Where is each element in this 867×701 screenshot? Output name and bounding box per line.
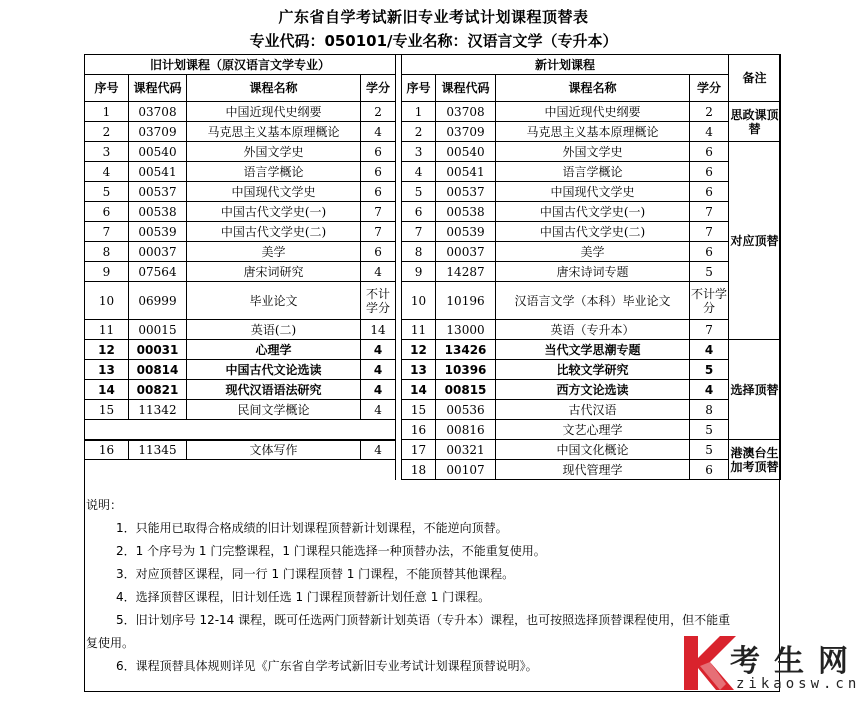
new-code-cell: 03709 (436, 122, 496, 142)
old-seq-cell: 14 (85, 380, 129, 400)
old-code-cell: 03709 (129, 122, 187, 142)
new-name-cell: 比较文学研究 (496, 360, 690, 380)
watermark-url: zikaosw.cn (736, 676, 861, 692)
old-credit-cell: 4 (361, 340, 396, 360)
new-code-cell: 00037 (436, 242, 496, 262)
old-name-cell: 毕业论文 (187, 282, 361, 320)
old-code-cell: 11345 (129, 440, 187, 460)
new-seq-cell: 11 (402, 320, 436, 340)
new-plan-header: 新计划课程 (402, 55, 729, 75)
old-seq-cell: 16 (85, 440, 129, 460)
old-code-header: 课程代码 (129, 75, 187, 102)
new-code-cell: 13426 (436, 340, 496, 360)
new-name-cell: 古代汉语 (496, 400, 690, 420)
old-code-cell: 00539 (129, 222, 187, 242)
old-credit-cell: 6 (361, 142, 396, 162)
new-code-cell: 00536 (436, 400, 496, 420)
old-seq-cell: 6 (85, 202, 129, 222)
old-name-header: 课程名称 (187, 75, 361, 102)
new-credit-cell: 6 (690, 242, 729, 262)
remark-hkmo: 港澳台生加考顶替 (729, 440, 781, 480)
new-name-cell: 中国文化概论 (496, 440, 690, 460)
new-code-cell: 13000 (436, 320, 496, 340)
old-code-cell: 00538 (129, 202, 187, 222)
old-code-cell: 00015 (129, 320, 187, 340)
old-credit-cell: 4 (361, 400, 396, 420)
new-name-cell: 现代管理学 (496, 460, 690, 480)
new-seq-cell: 10 (402, 282, 436, 320)
old-code-cell: 00037 (129, 242, 187, 262)
new-seq-header: 序号 (402, 75, 436, 102)
page-title: 广东省自学考试新旧专业考试计划课程顶替表 (278, 8, 589, 26)
new-name-cell: 汉语言文学（本科）毕业论文 (496, 282, 690, 320)
new-code-cell: 00537 (436, 182, 496, 202)
old-seq-header: 序号 (85, 75, 129, 102)
note-item: 2．1 个序号为 1 门完整课程，1 门课程只能选择一种顶替办法，不能重复使用。 (116, 544, 546, 558)
new-credit-cell: 7 (690, 222, 729, 242)
remark-elective: 选择顶替 (729, 340, 781, 440)
remark-corresponding: 对应顶替 (729, 142, 781, 340)
new-credit-cell: 8 (690, 400, 729, 420)
old-code-cell: 00540 (129, 142, 187, 162)
old-name-cell: 文体写作 (187, 440, 361, 460)
new-name-cell: 文艺心理学 (496, 420, 690, 440)
watermark-brand: 考生网 (730, 644, 862, 679)
old-seq-cell: 10 (85, 282, 129, 320)
new-seq-cell: 18 (402, 460, 436, 480)
new-code-cell: 10196 (436, 282, 496, 320)
note-item: 1．只能用已取得合格成绩的旧计划课程顶替新计划课程，不能逆向顶替。 (116, 521, 508, 535)
new-credit-cell: 7 (690, 202, 729, 222)
new-credit-header: 学分 (690, 75, 729, 102)
old-code-cell: 07564 (129, 262, 187, 282)
new-code-cell: 00538 (436, 202, 496, 222)
new-name-header: 课程名称 (496, 75, 690, 102)
old-seq-cell: 15 (85, 400, 129, 420)
old-plan-header: 旧计划课程（原汉语言文学专业） (85, 55, 396, 75)
old-name-cell: 中国古代文学史(一) (187, 202, 361, 222)
new-seq-cell: 1 (402, 102, 436, 122)
old-code-cell: 11342 (129, 400, 187, 420)
new-seq-cell: 15 (402, 400, 436, 420)
old-code-cell: 00821 (129, 380, 187, 400)
old-name-cell: 唐宋词研究 (187, 262, 361, 282)
new-seq-cell: 13 (402, 360, 436, 380)
old-credit-cell: 7 (361, 202, 396, 222)
old-seq-cell: 8 (85, 242, 129, 262)
new-credit-cell: 6 (690, 460, 729, 480)
notes-heading: 说明： (86, 498, 123, 512)
new-seq-cell: 5 (402, 182, 436, 202)
old-code-cell: 00814 (129, 360, 187, 380)
new-credit-cell: 2 (690, 102, 729, 122)
new-credit-cell: 4 (690, 340, 729, 360)
new-code-cell: 00539 (436, 222, 496, 242)
new-credit-cell: 5 (690, 420, 729, 440)
new-code-cell: 00816 (436, 420, 496, 440)
note-item: 3．对应顶替区课程，同一行 1 门课程顶替 1 门课程，不能顶替其他课程。 (116, 567, 515, 581)
old-credit-cell: 4 (361, 440, 396, 460)
old-seq-cell: 5 (85, 182, 129, 202)
old-credit-cell: 6 (361, 162, 396, 182)
old-seq-cell: 4 (85, 162, 129, 182)
new-seq-cell: 9 (402, 262, 436, 282)
old-credit-cell: 4 (361, 380, 396, 400)
new-name-cell: 中国近现代史纲要 (496, 102, 690, 122)
new-code-header: 课程代码 (436, 75, 496, 102)
new-code-cell: 00321 (436, 440, 496, 460)
note-item: 5．旧计划序号 12-14 课程，既可任选两门顶替新计划英语（专升本）课程，也可按照选择顶替课程使用，但不能重 (116, 613, 731, 627)
new-code-cell: 00540 (436, 142, 496, 162)
new-seq-cell: 4 (402, 162, 436, 182)
old-seq-cell: 7 (85, 222, 129, 242)
old-credit-cell: 4 (361, 262, 396, 282)
new-seq-cell: 2 (402, 122, 436, 142)
new-name-cell: 中国古代文学史(二) (496, 222, 690, 242)
new-credit-cell: 4 (690, 380, 729, 400)
old-name-cell: 语言学概论 (187, 162, 361, 182)
new-name-cell: 美学 (496, 242, 690, 262)
new-seq-cell: 8 (402, 242, 436, 262)
new-seq-cell: 6 (402, 202, 436, 222)
new-seq-cell: 16 (402, 420, 436, 440)
old-name-cell: 美学 (187, 242, 361, 262)
new-seq-cell: 14 (402, 380, 436, 400)
old-credit-header: 学分 (361, 75, 396, 102)
new-name-cell: 外国文学史 (496, 142, 690, 162)
remark-header: 备注 (729, 55, 781, 102)
old-code-cell: 00541 (129, 162, 187, 182)
note-item: 6．课程顶替具体规则详见《广东省自学考试新旧专业考试计划课程顶替说明》。 (116, 659, 538, 673)
note-item: 4．选择顶替区课程，旧计划任选 1 门课程顶替新计划任意 1 门课程。 (116, 590, 491, 604)
new-code-cell: 03708 (436, 102, 496, 122)
old-code-cell: 00537 (129, 182, 187, 202)
new-credit-cell: 5 (690, 360, 729, 380)
new-credit-cell: 5 (690, 440, 729, 460)
old-name-cell: 外国文学史 (187, 142, 361, 162)
new-name-cell: 中国现代文学史 (496, 182, 690, 202)
new-code-cell: 00107 (436, 460, 496, 480)
old-name-cell: 英语(二) (187, 320, 361, 340)
old-credit-cell: 4 (361, 360, 396, 380)
new-code-cell: 00815 (436, 380, 496, 400)
old-name-cell: 中国古代文学史(二) (187, 222, 361, 242)
old-name-cell: 中国现代文学史 (187, 182, 361, 202)
new-credit-cell: 6 (690, 142, 729, 162)
old-credit-cell: 2 (361, 102, 396, 122)
old-seq-cell: 12 (85, 340, 129, 360)
old-name-cell: 马克思主义基本原理概论 (187, 122, 361, 142)
old-name-cell: 心理学 (187, 340, 361, 360)
old-seq-cell: 1 (85, 102, 129, 122)
new-name-cell: 马克思主义基本原理概论 (496, 122, 690, 142)
new-name-cell: 中国古代文学史(一) (496, 202, 690, 222)
new-seq-cell: 3 (402, 142, 436, 162)
old-credit-cell: 4 (361, 122, 396, 142)
old-name-cell: 现代汉语语法研究 (187, 380, 361, 400)
old-credit-cell: 6 (361, 242, 396, 262)
old-name-cell: 中国古代文论选读 (187, 360, 361, 380)
old-credit-cell: 7 (361, 222, 396, 242)
old-seq-cell: 3 (85, 142, 129, 162)
note-item-continued: 复使用。 (86, 636, 135, 650)
old-seq-cell: 11 (85, 320, 129, 340)
new-credit-cell: 7 (690, 320, 729, 340)
new-name-cell: 语言学概论 (496, 162, 690, 182)
old-credit-cell: 14 (361, 320, 396, 340)
new-seq-cell: 12 (402, 340, 436, 360)
new-credit-cell: 不计学分 (690, 282, 729, 320)
page-subtitle: 专业代码：050101/专业名称：汉语言文学（专升本） (249, 32, 618, 50)
old-code-cell: 03708 (129, 102, 187, 122)
old-seq-cell: 9 (85, 262, 129, 282)
new-credit-cell: 6 (690, 182, 729, 202)
old-name-cell: 民间文学概论 (187, 400, 361, 420)
table-frame (84, 54, 780, 692)
new-code-cell: 10396 (436, 360, 496, 380)
new-name-cell: 唐宋诗词专题 (496, 262, 690, 282)
new-seq-cell: 7 (402, 222, 436, 242)
old-credit-cell: 6 (361, 182, 396, 202)
remark-politics: 思政课顶替 (729, 102, 781, 142)
new-name-cell: 西方文论选读 (496, 380, 690, 400)
old-seq-cell: 2 (85, 122, 129, 142)
new-code-cell: 00541 (436, 162, 496, 182)
old-code-cell: 06999 (129, 282, 187, 320)
new-credit-cell: 5 (690, 262, 729, 282)
old-credit-cell: 不计学分 (361, 282, 396, 320)
old-name-cell: 中国近现代史纲要 (187, 102, 361, 122)
new-name-cell: 英语（专升本） (496, 320, 690, 340)
old-seq-cell: 13 (85, 360, 129, 380)
new-seq-cell: 17 (402, 440, 436, 460)
new-code-cell: 14287 (436, 262, 496, 282)
new-name-cell: 当代文学思潮专题 (496, 340, 690, 360)
new-credit-cell: 6 (690, 162, 729, 182)
new-credit-cell: 4 (690, 122, 729, 142)
old-code-cell: 00031 (129, 340, 187, 360)
